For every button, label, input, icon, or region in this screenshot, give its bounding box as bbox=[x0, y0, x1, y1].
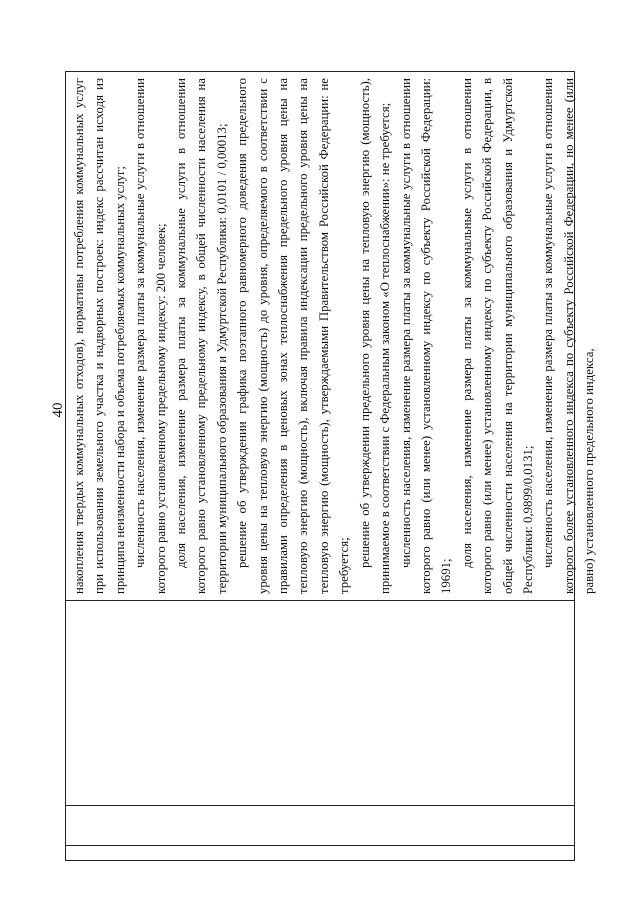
table-cell-narrow bbox=[66, 845, 574, 860]
paragraph: накопления твердых коммунальных отходов), нормативы потребления коммунальных услуг при использовании земельного участка и надворных построек: индекс рассчитан исходя из принципа неизменности набора и объема потребляемых коммунальных услуг; bbox=[72, 78, 127, 594]
paragraph: решение об утверждении предельного уровня цены на тепловую энергию (мощность), принимаемое в соответствии с Федеральным законом «О теплоснабжении»: не требуется; bbox=[357, 78, 393, 594]
paragraph: численность населения, изменение размера платы за коммунальные услуги в отношении которого равно установленному предельному индексу: 200 человек; bbox=[133, 78, 168, 594]
page-number: 40 bbox=[50, 402, 66, 418]
table-cell-number bbox=[66, 805, 574, 845]
table-row bbox=[65, 71, 597, 861]
paragraph: доля населения, изменение размера платы за коммунальные услуги в отношении которого равно установленному предельному индексу, в общей численности населения на территории муниципального образования и Удмуртской Республики: 0,0101 / 0,00013; bbox=[174, 78, 229, 594]
table-cell-content bbox=[66, 72, 597, 600]
table-cell-name bbox=[66, 600, 574, 805]
paragraph: решение об утверждении графика поэтапного равномерного доведения предельного уровня цены на тепловую энергию (мощность) до уровня, определяемого в соответствии с правилами определения в ценовых зонах теплоснабжения предельного уровня цены на тепловую энергию (мощность), включая правила индексации предельного уровня цены на тепловую энергию (мощность), утверждаемыми Правительством Российской Федерации: не требуется; bbox=[235, 78, 352, 594]
document-table bbox=[65, 71, 597, 861]
paragraph: доля населения, изменение размера платы за коммунальные услуги в отношении которого равно (или менее) установленному индексу по субъекту Российской Федерации, в общей численности населения на территории муниципального образования и Удмуртской Республики: 0,9899/0,0131; bbox=[459, 78, 535, 594]
paragraph: численность населения, изменение размера платы за коммунальные услуги в отношении которого более установленного индекса по субъекту Российской Федерации, но менее (или равно) установленного предельного индекса, bbox=[541, 78, 597, 594]
paragraph: численность населения, изменение размера платы за коммунальные услуги в отношении которого равно (или менее) установленному индексу по субъекту Российской Федерации: 19691; bbox=[398, 78, 454, 594]
